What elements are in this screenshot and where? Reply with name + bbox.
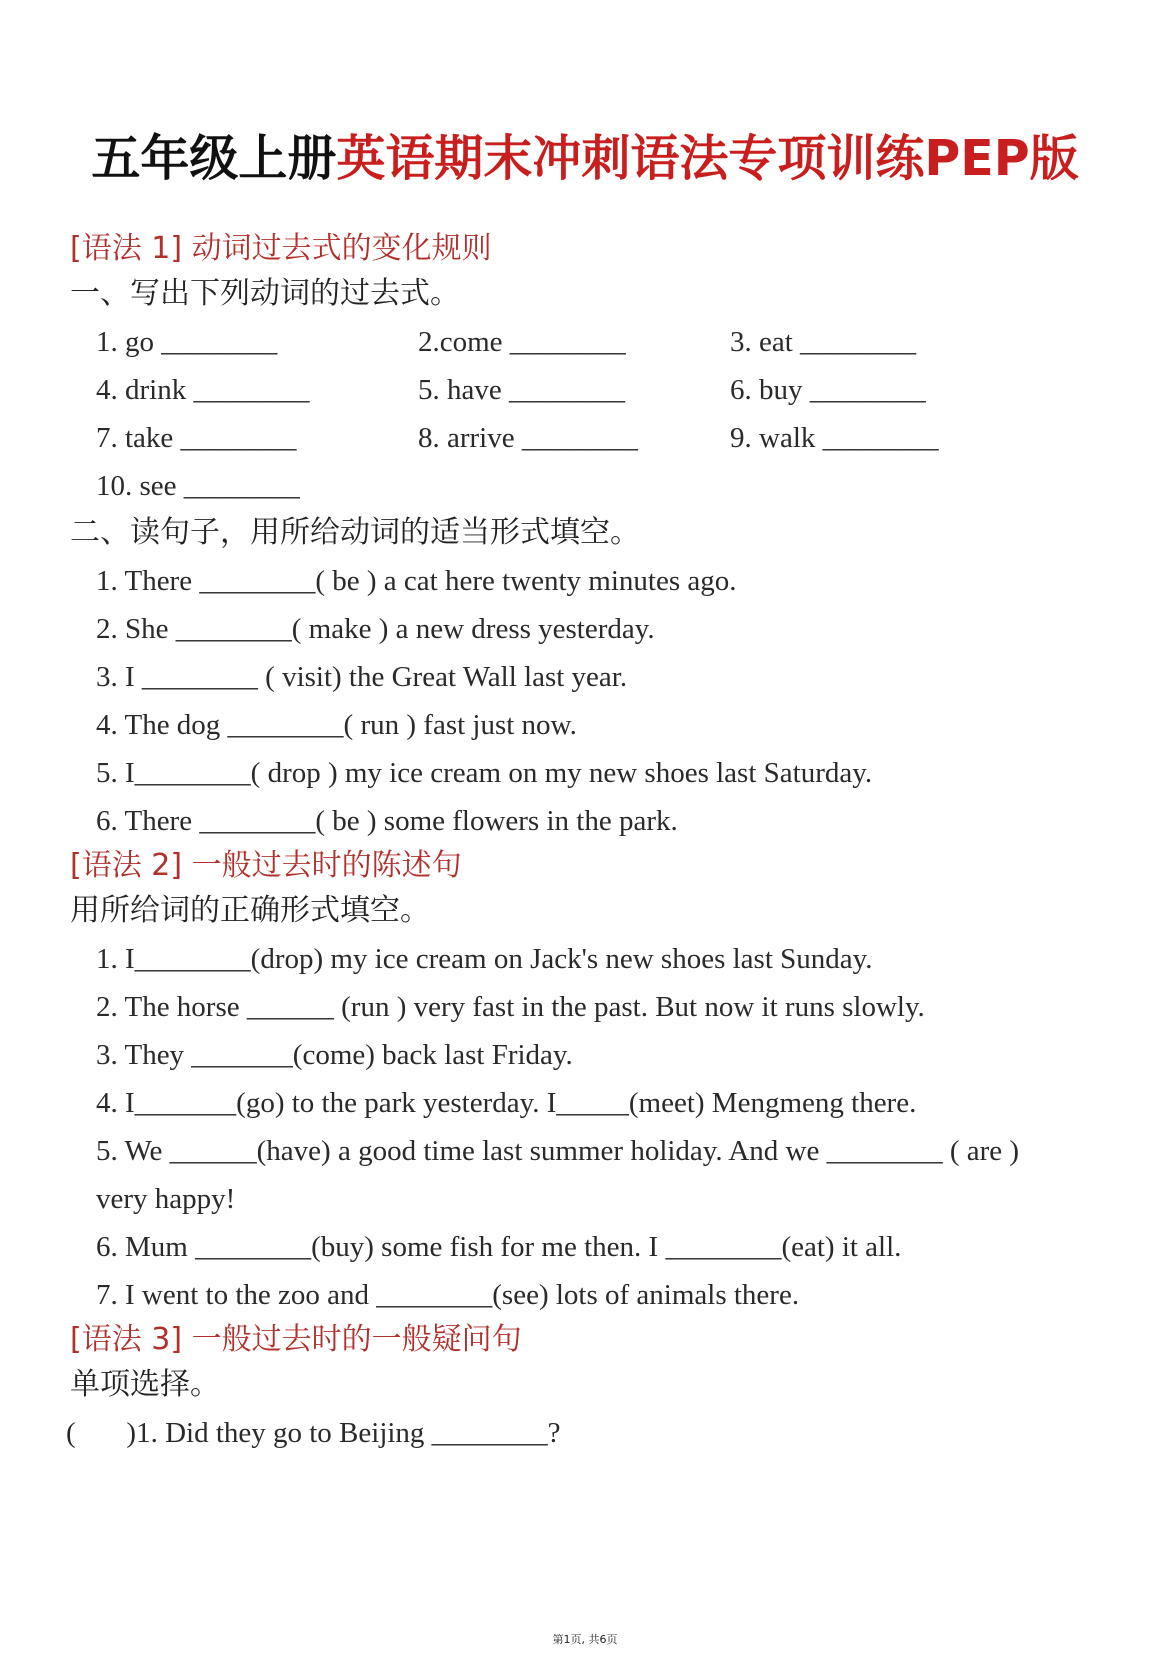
verb-row <box>0 322 1170 362</box>
section3-instruction: 单项选择。 <box>70 1367 220 1402</box>
exercise-item: 5. I________( drop ) my ice cream on my new shoes last Saturday. <box>96 757 873 789</box>
exercise-item: 4. The dog ________( run ) fast just now. <box>96 709 577 741</box>
verb-item: 10. see ________ <box>96 470 300 502</box>
exercise-item: 2. The horse ______ (run ) very fast in the past. But now it runs slowly. <box>96 991 925 1023</box>
exercise-item: 6. There ________( be ) some flowers in the park. <box>96 805 678 837</box>
verb-item: 9. walk ________ <box>730 422 939 454</box>
verb-item: 5. have ________ <box>418 374 625 406</box>
verb-row <box>0 466 1170 506</box>
exercise-item: 3. I ________ ( visit) the Great Wall last year. <box>96 661 628 693</box>
section3-heading: [语法 3] 一般过去时的一般疑问句 <box>70 1322 522 1357</box>
exercise-item: 2. She ________( make ) a new dress yesterday. <box>96 613 655 645</box>
verb-item: 1. go ________ <box>96 326 278 358</box>
exercise-item: 6. Mum ________(buy) some fish for me then. I ________(eat) it all. <box>96 1231 902 1263</box>
page-number: 第1页, 共6页 <box>552 1633 618 1646</box>
verb-item: 7. take ________ <box>96 422 297 454</box>
verb-row <box>0 418 1170 458</box>
exercise-item-continuation: very happy! <box>96 1183 236 1215</box>
exercise-item: 7. I went to the zoo and ________(see) lots of animals there. <box>96 1279 800 1311</box>
exercise-item: 1. There ________( be ) a cat here twenty minutes ago. <box>96 565 737 597</box>
section1-heading: [语法 1] 动词过去式的变化规则 <box>70 231 492 266</box>
exercise-item: 4. I_______(go) to the park yesterday. I_____(meet) Mengmeng there. <box>96 1087 917 1119</box>
title-subject: 英语期末冲刺语法专项训练PEP版 <box>336 130 1079 187</box>
exercise-item: 3. They _______(come) back last Friday. <box>96 1039 573 1071</box>
exercise-item: 5. We ______(have) a good time last summer holiday. And we ________ ( are ) <box>96 1135 1020 1167</box>
verb-item: 8. arrive ________ <box>418 422 638 454</box>
section2-heading: [语法 2] 一般过去时的陈述句 <box>70 848 462 883</box>
title-grade: 五年级上册 <box>91 130 337 187</box>
verb-item: 3. eat ________ <box>730 326 917 358</box>
choice-question: ( )1. Did they go to Beijing ________? <box>66 1417 561 1449</box>
verb-item: 4. drink ________ <box>96 374 310 406</box>
exercise-item: 1. I________(drop) my ice cream on Jack's new shoes last Sunday. <box>96 943 873 975</box>
verb-item: 6. buy ________ <box>730 374 926 406</box>
section1-part2-instruction: 二、读句子，用所给动词的适当形式填空。 <box>70 515 640 550</box>
verb-row <box>0 370 1170 410</box>
section2-instruction: 用所给词的正确形式填空。 <box>70 893 430 928</box>
verb-item: 2.come ________ <box>418 326 626 358</box>
page-title <box>0 124 1170 194</box>
section1-part1-instruction: 一、写出下列动词的过去式。 <box>70 276 460 311</box>
